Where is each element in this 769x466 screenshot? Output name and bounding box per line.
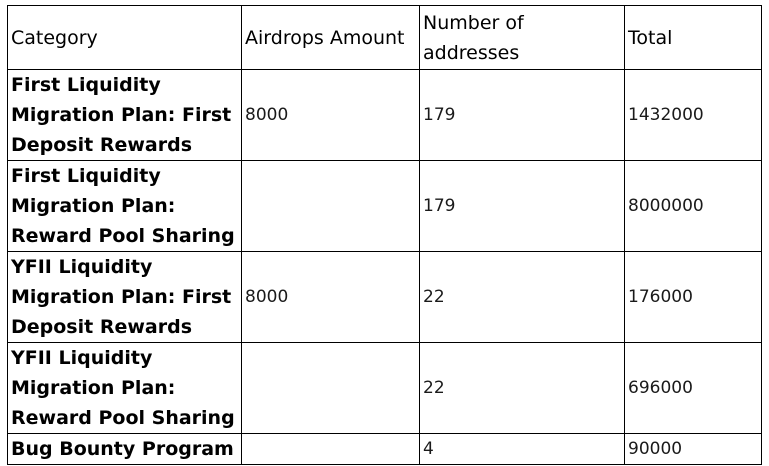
category-cell: First Liquidity Migration Plan: Reward Pool Sharing <box>8 161 242 252</box>
airdrops-amount-cell <box>242 343 420 434</box>
header-category: Category <box>8 6 242 70</box>
airdrops-amount-cell <box>242 161 420 252</box>
airdrops-amount-cell <box>242 434 420 465</box>
total-cell: 1432000 <box>625 70 762 161</box>
header-total: Total <box>625 6 762 70</box>
table-row <box>8 70 762 161</box>
total-cell: 90000 <box>625 434 762 465</box>
category-cell: YFII Liquidity Migration Plan: First Deposit Rewards <box>8 252 242 343</box>
number-of-addresses-cell: 179 <box>420 161 625 252</box>
number-of-addresses-cell: 22 <box>420 343 625 434</box>
total-cell: 8000000 <box>625 161 762 252</box>
number-of-addresses-cell: 179 <box>420 70 625 161</box>
total-cell: 176000 <box>625 252 762 343</box>
total-cell: 696000 <box>625 343 762 434</box>
airdrops-amount-cell: 8000 <box>242 70 420 161</box>
number-of-addresses-cell: 4 <box>420 434 625 465</box>
table-row <box>8 434 762 465</box>
table-row <box>8 161 762 252</box>
airdrops-table <box>7 5 762 465</box>
header-airdrops-amount: Airdrops Amount <box>242 6 420 70</box>
table-row <box>8 252 762 343</box>
number-of-addresses-cell: 22 <box>420 252 625 343</box>
table-header-row <box>8 6 762 70</box>
category-cell: Bug Bounty Program <box>8 434 242 465</box>
table-row <box>8 343 762 434</box>
airdrops-amount-cell: 8000 <box>242 252 420 343</box>
header-number-of-addresses: Number of addresses <box>420 6 625 70</box>
category-cell: YFII Liquidity Migration Plan: Reward Pool Sharing <box>8 343 242 434</box>
category-cell: First Liquidity Migration Plan: First Deposit Rewards <box>8 70 242 161</box>
